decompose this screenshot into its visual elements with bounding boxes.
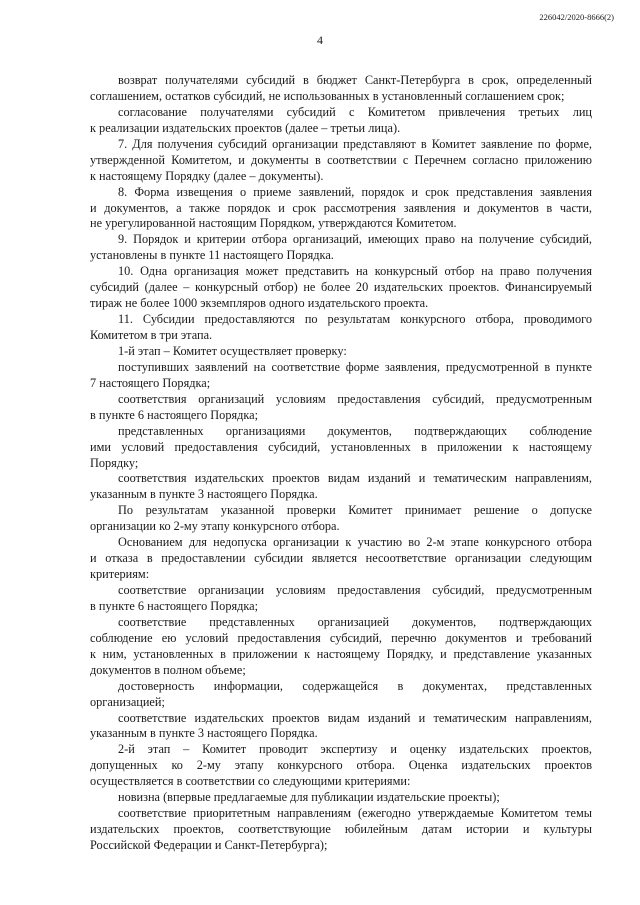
text-line: 1-й этап – Комитет осуществляет проверку: [118,343,347,358]
text-line: указанным в пункте 3 настоящего Порядка. [90,487,318,502]
text-line: ими условий предоставления субсидий, установленных в приложении к настоящему [90,439,592,454]
text-line: поступивших заявлений на соответствие форме заявления, предусмотренной в пункте [118,359,592,374]
text-line: к ним, установленных в приложении к настоящему Порядку, и представление указанных [90,646,592,661]
text-line: субсидий (далее – конкурсный отбор) не более 20 издательских проектов. Финансируемый [90,280,592,295]
text-line: в пункте 6 настоящего Порядка; [90,598,259,613]
text-line: организацией; [90,694,165,709]
text-line: соответствие организации условиям предоставления субсидий, предусмотренным [118,583,592,597]
document-number: 226042/2020-8666(2) [539,12,614,22]
text-line: представленных организациями документов, подтверждающих соблюдение [118,423,592,438]
text-line: возврат получателями субсидий в бюджет Санкт-Петербурга в срок, определенный [118,73,592,87]
text-line: утвержденной Комитетом, и документы в соответствии с Перечнем согласно приложению [90,152,592,167]
text-line: критериям: [90,567,150,582]
text-line: документов в полном объеме; [90,662,246,677]
text-line: Российской Федерации и Санкт-Петербурга); [90,838,328,852]
text-line: к настоящему Порядку (далее – документы). [90,168,324,183]
text-line: согласование получателями субсидий с Комитетом привлечения третьих лиц [118,104,592,119]
text-line: организации ко 2-му этапу конкурсного отбора. [90,519,340,534]
text-line: соблюдение ею условий предоставления субсидий, перечню документов и требований [90,630,592,645]
text-line: 2-й этап – Комитет проводит экспертизу и оценку издательских проектов, [118,742,592,757]
text-line: Основанием для недопуска организации к участию во 2-м этапе конкурсного отбора [118,535,592,550]
text-line: допущенных ко 2-му этапу конкурсного отбора. Оценка издательских проектов [90,758,592,773]
text-line: соответствия организаций условиям предоставления субсидий, предусмотренным [118,391,592,406]
text-line: установлены в пункте 11 настоящего Порядка. [90,248,334,263]
text-line: 11. Субсидии предоставляются по результатам конкурсного отбора, проводимого [118,312,592,327]
page-number: 4 [317,33,323,47]
text-line: в пункте 6 настоящего Порядка; [90,407,259,422]
text-line: соответствие представленных организацией документов, подтверждающих [118,614,592,629]
text-line: соответствие издательских проектов видам изданий и тематическим направлениям, [118,710,592,725]
text-line: соответствие приоритетным направлениям (ежегодно утверждаемые Комитетом темы [118,806,592,821]
text-line: не урегулированной настоящим Порядком, утверждаются Комитетом. [90,216,457,231]
text-line: 10. Одна организация может представить на конкурсный отбор на право получения [118,264,592,279]
text-line: и документов, а также порядок и срок рассмотрения заявления и документов в части, [90,200,592,215]
text-line: 9. Порядок и критерии отбора организаций, имеющих право на получение субсидий, [118,232,592,247]
text-line: Комитетом в три этапа. [90,328,213,342]
text-line: достоверность информации, содержащейся в документах, представленных [118,678,592,693]
text-line: 7. Для получения субсидий организации представляют в Комитет заявление по форме, [118,136,592,151]
text-line: Порядку; [90,455,139,470]
text-line: и отказа в предоставлении субсидии является несоответствие организации следующим [90,551,592,566]
text-line: тираж не более 1000 экземпляров одного издательского проекта. [90,296,429,311]
text-line: 7 настоящего Порядка; [90,375,211,390]
text-line: новизна (впервые предлагаемые для публикации издательские проекты); [118,790,500,805]
text-line: издательских проектов, соответствующие юбилейным датам истории и культуры [90,822,592,837]
text-line: 8. Форма извещения о приеме заявлений, порядок и срок представления заявления [118,184,592,199]
text-line: По результатам указанной проверки Комитет принимает решение о допуске [118,503,592,518]
text-line: соглашением, остатков субсидий, не использованных в установленный соглашением срок; [90,88,565,103]
text-line: соответствия издательских проектов видам изданий и тематическим направлениям, [118,471,592,486]
text-line: к реализации издательских проектов (далее – третьи лица). [90,120,401,135]
body-text [90,73,592,854]
text-line: осуществляется в соответствии со следующими критериями: [90,774,411,789]
text-line: указанным в пункте 3 настоящего Порядка. [90,726,318,741]
